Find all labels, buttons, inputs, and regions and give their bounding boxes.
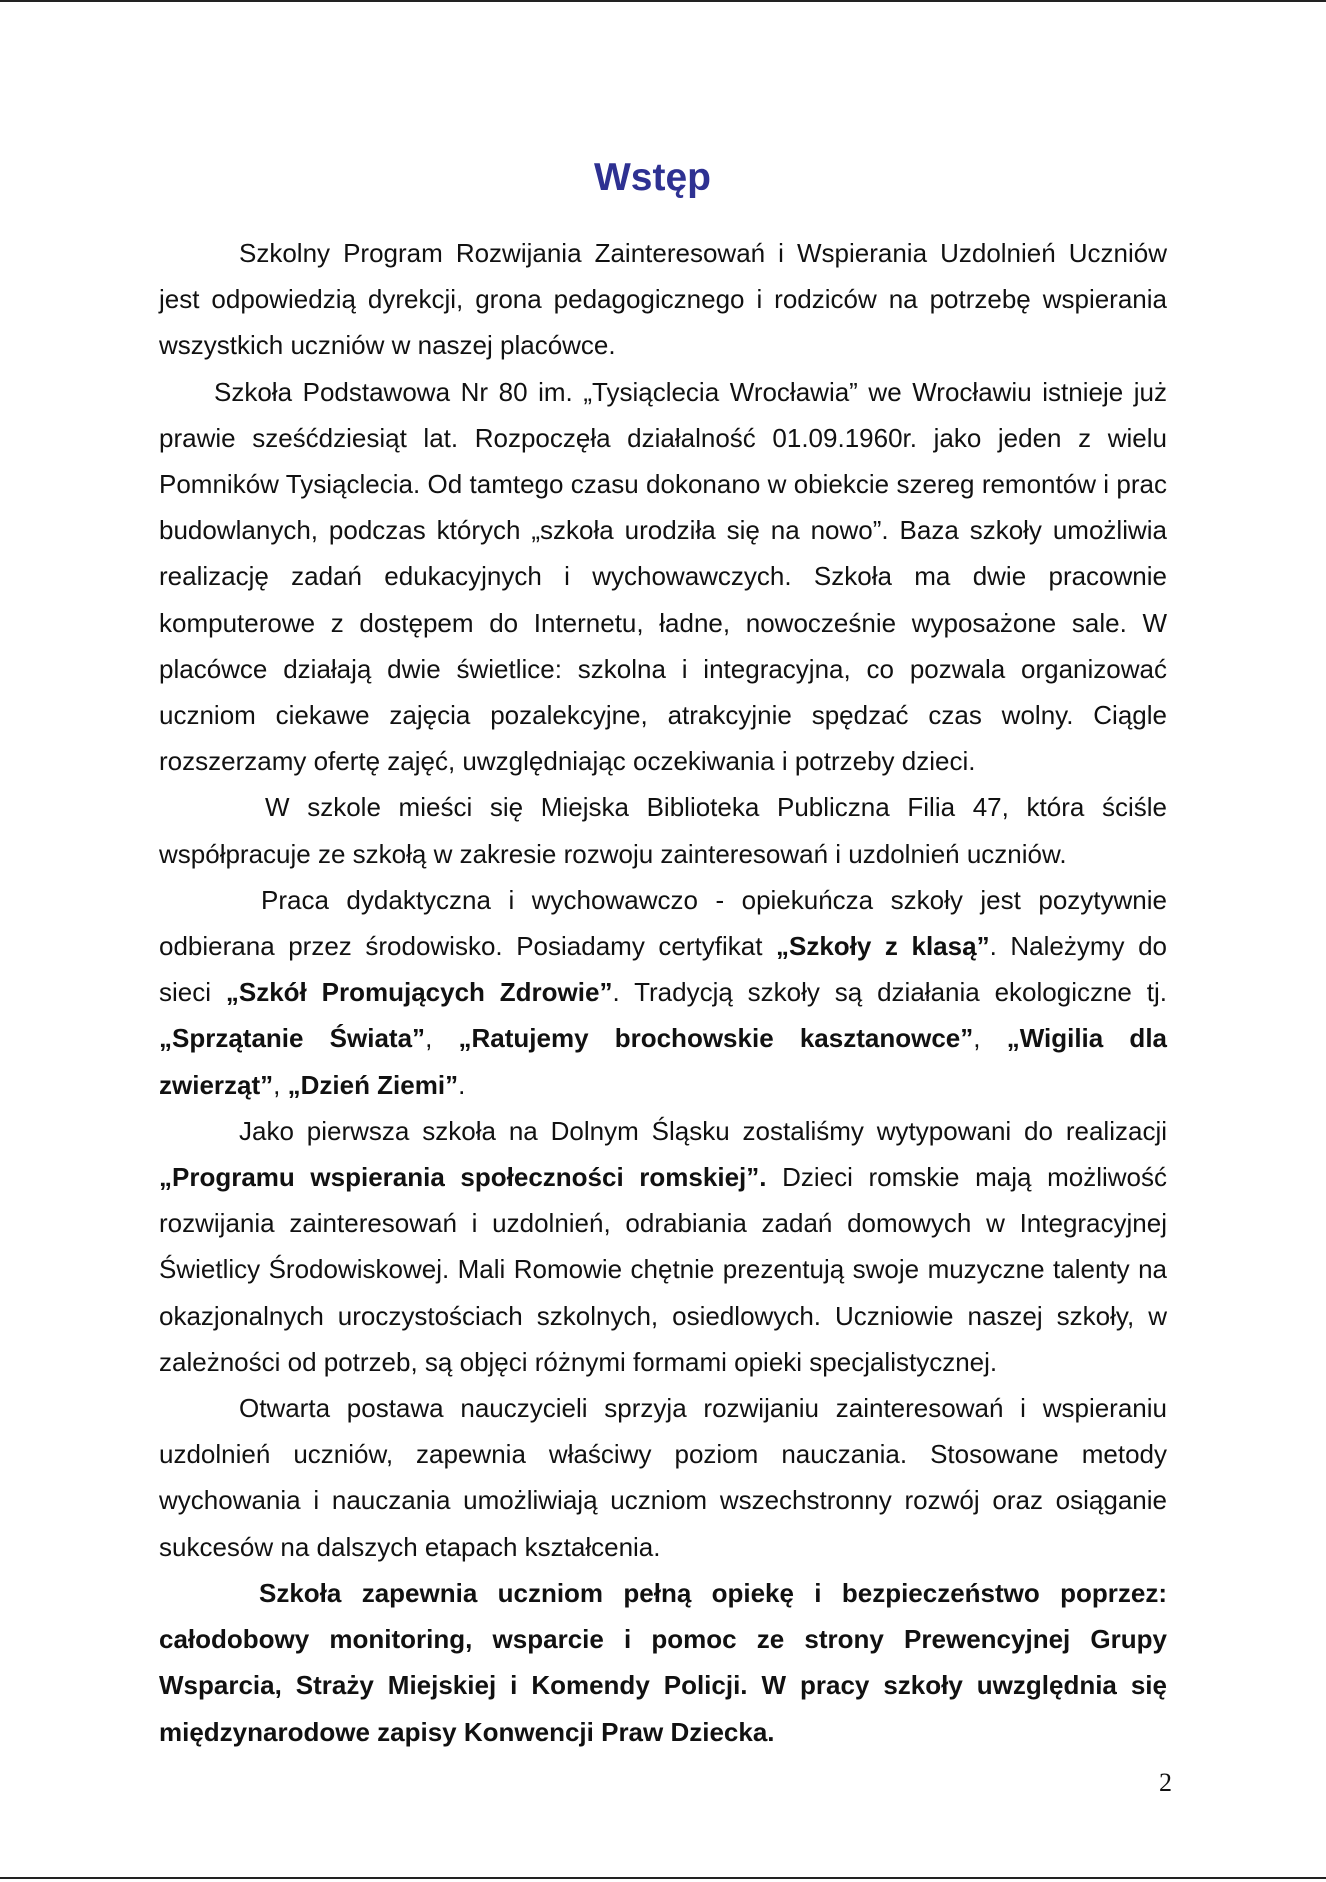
page-number: 2 [1159, 1768, 1172, 1797]
text-segment: . [458, 1069, 466, 1100]
paragraph-school-history: Szkoła Podstawowa Nr 80 im. „Tysiąclecia Wrocławia” we Wrocławiu istnieje już prawie sześćdziesiąt lat. Rozpoczęła działalność 01.09.1960r. jako jeden z wielu Pomników Tysiąclecia. Od tamtego czasu dokonano w obiekcie szereg remontów i prac budowlanych, podczas których „szkoła urodziła się na nowo”. Baza szkoły umożliwia realizację zadań edukacyjnych i wychowawczych. Szkoła ma dwie pracownie komputerowe z dostępem do Internetu, ładne, nowocześnie wyposażone sale. W placówce działają dwie świetlice: szkolna i integracyjna, co pozwala organizować uczniom ciekawe zajęcia pozalekcyjne, atrakcyjnie spędzać czas wolny. Ciągle rozszerzamy ofertę zajęć, uwzględniając oczekiwania i potrzeby dzieci. [159, 376, 1167, 777]
document-body [159, 230, 1167, 1755]
text-segment: , [425, 1023, 459, 1054]
text-segment: , [273, 1069, 288, 1100]
text-segment: Praca dydaktyczna i wychowawczo - opiekuńcza szkoły jest pozytywnie odbierana przez środowisko. Posiadamy certyfikat [159, 884, 1167, 962]
bold-phrase: „Programu wspierania społeczności romskiej”. [159, 1162, 767, 1193]
paragraph-intro: Szkolny Program Rozwijania Zainteresowań i Wspierania Uzdolnień Uczniów jest odpowiedzią dyrekcji, grona pedagogicznego i rodziców na potrzebę wspierania wszystkich uczniów w naszej placówce. [159, 238, 1167, 361]
bold-phrase: „Sprzątanie Świata” [159, 1023, 426, 1054]
text-segment: Jako pierwsza szkoła na Dolnym Śląsku zostaliśmy wytypowani do realizacji [239, 1115, 1167, 1146]
bold-phrase: „Wigilia dla zwierząt” [159, 1023, 1167, 1100]
paragraph-teachers: Otwarta postawa nauczycieli sprzyja rozwijaniu zainteresowań i wspieraniu uzdolnień uczniów, zapewnia właściwy poziom nauczania. Stosowane metody wychowania i nauczania umożliwiają uczniom wszechstronny rozwój oraz osiąganie sukcesów na dalszych etapach kształcenia. [159, 1393, 1167, 1562]
bold-phrase: „Szkoły z klasą” [776, 931, 990, 962]
paragraph-library: W szkole mieści się Miejska Biblioteka Publiczna Filia 47, która ściśle współpracuje ze szkołą w zakresie rozwoju zainteresowań i uzdolnień uczniów. [159, 792, 1167, 869]
text-segment: , [973, 1023, 1007, 1054]
page-title: Wstęp [594, 156, 711, 199]
text-segment: . Tradycją szkoły są działania ekologiczne tj. [612, 977, 1167, 1008]
bold-phrase: „Dzień Ziemi” [287, 1069, 459, 1100]
text-segment: Dzieci romskie mają możliwość rozwijania zainteresowań i uzdolnień, odrabiania zadań domowych w Integracyjnej Świetlicy Środowiskowej. Mali Romowie chętnie prezentują swoje muzyczne talenty na okazjonalnych uroczystościach szkolnych, osiedlowych. Uczniowie naszej szkoły, w zależności od potrzeb, są objęci różnymi formami opieki specjalistycznej. [159, 1162, 1167, 1377]
text-segment: . Należymy do sieci [159, 931, 1167, 1008]
paragraph-roma-program [159, 1108, 1167, 1385]
bottom-border-line [0, 1877, 1326, 1879]
bold-phrase: „Ratujemy brochowskie kasztanowce” [458, 1023, 974, 1054]
paragraph-certificates [159, 877, 1167, 1108]
bold-phrase: „Szkół Promujących Zdrowie” [225, 977, 613, 1008]
top-border-line [0, 0, 1326, 2]
paragraph-safety: Szkoła zapewnia uczniom pełną opiekę i bezpieczeństwo poprzez: całodobowy monitoring, wsparcie i pomoc ze strony Prewencyjnej Grupy Wsparcia, Straży Miejskiej i Komendy Policji. W pracy szkoły uwzględnia się międzynarodowe zapisy Konwencji Praw Dziecka. [159, 1577, 1167, 1747]
